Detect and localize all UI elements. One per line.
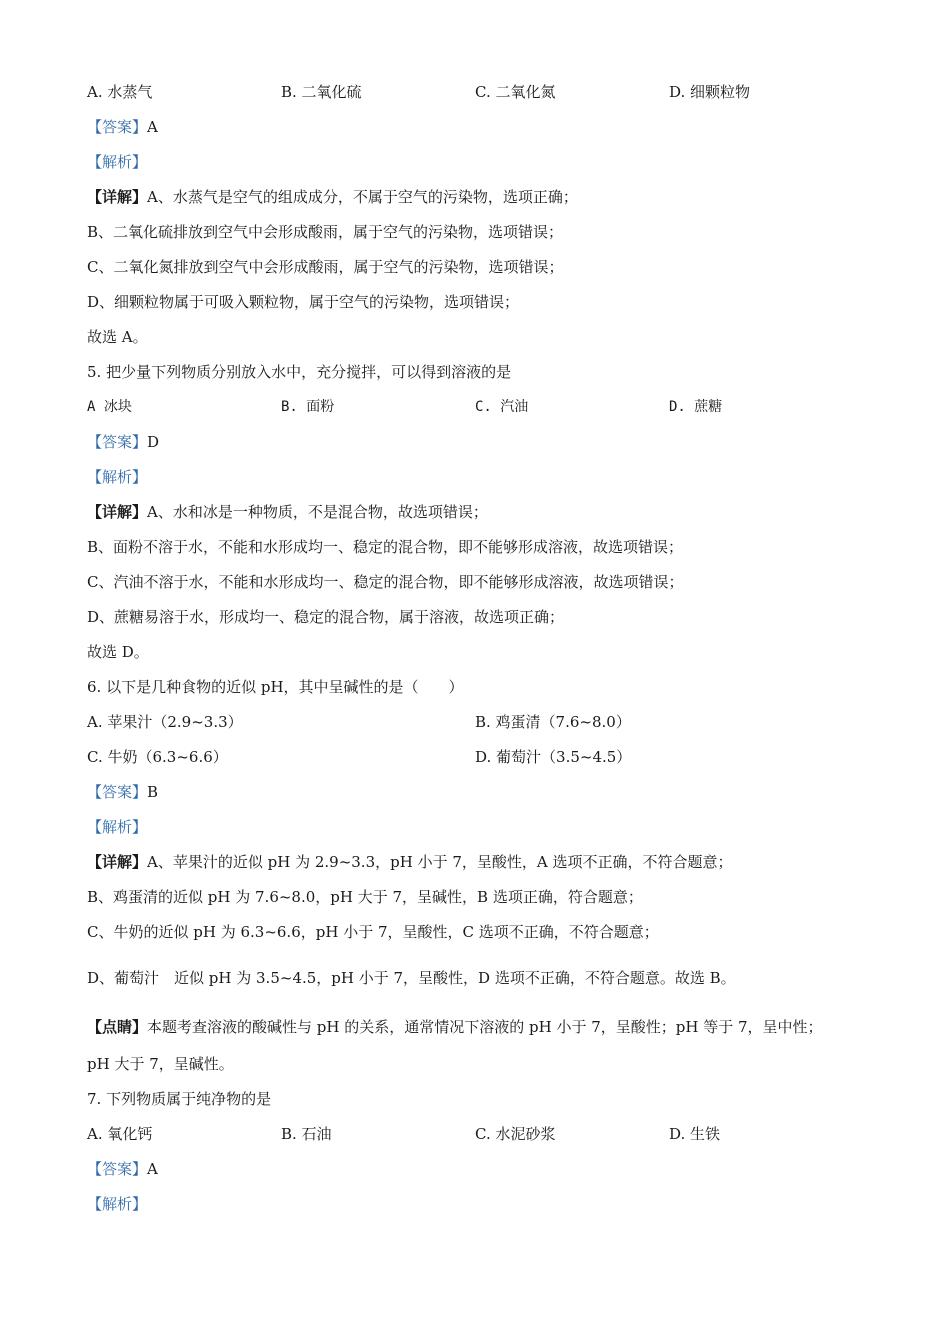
q6-option-c: C. 牛奶（6.3~6.6） — [87, 748, 228, 766]
q6-comment — [87, 1017, 823, 1037]
q7-answer — [87, 1159, 158, 1179]
answer-value: A — [147, 1160, 158, 1178]
answer-value: B — [147, 783, 159, 801]
detail-text: A、水和冰是一种物质，不是混合物，故选项错误； — [147, 503, 488, 521]
comment-label: 【点睛】 — [87, 1018, 148, 1036]
q5-detail-line: C、汽油不溶于水，不能和水形成均一、稳定的混合物，即不能够形成溶液，故选项错误； — [87, 573, 684, 591]
q6-comment-line: pH 大于 7，呈碱性。 — [87, 1055, 234, 1073]
detail-label: 【详解】 — [87, 853, 148, 871]
q5-option-c: C. 汽油 — [475, 399, 529, 415]
q4-option-d: D. 细颗粒物 — [669, 83, 751, 101]
q7-question: 7. 下列物质属于纯净物的是 — [87, 1090, 272, 1108]
q6-option-a: A. 苹果汁（2.9~3.3） — [87, 713, 243, 731]
detail-text: A、苹果汁的近似 pH 为 2.9~3.3，pH 小于 7，呈酸性，A 选项不正确，不符合题意； — [147, 853, 733, 871]
answer-label: 【答案】 — [87, 1160, 148, 1178]
q6-question: 6. 以下是几种食物的近似 pH，其中呈碱性的是（ ） — [87, 678, 464, 696]
q4-detail-line — [87, 187, 578, 207]
q5-answer — [87, 432, 159, 452]
comment-text: 本题考查溶液的酸碱性与 pH 的关系，通常情况下溶液的 pH 小于 7，呈酸性；pH 等于 7，呈中性； — [147, 1018, 823, 1036]
q5-option-d: D. 蔗糖 — [669, 399, 723, 415]
q4-answer — [87, 117, 158, 137]
detail-label: 【详解】 — [87, 503, 148, 521]
q7-option-c: C. 水泥砂浆 — [475, 1125, 556, 1143]
answer-label: 【答案】 — [87, 433, 148, 451]
q6-option-b: B. 鸡蛋清（7.6~8.0） — [475, 713, 631, 731]
q4-detail-line: C、二氧化氮排放到空气中会形成酸雨，属于空气的污染物，选项错误； — [87, 258, 564, 276]
answer-value: D — [147, 433, 160, 451]
q5-question: 5. 把少量下列物质分别放入水中，充分搅拌，可以得到溶液的是 — [87, 363, 512, 381]
q5-option-b: B. 面粉 — [281, 399, 335, 415]
q6-answer — [87, 782, 158, 802]
detail-text: A、水蒸气是空气的组成成分，不属于空气的污染物，选项正确； — [147, 188, 578, 206]
answer-value: A — [147, 118, 158, 136]
q5-option-a: A 冰块 — [87, 399, 132, 415]
q4-detail-line: B、二氧化硫排放到空气中会形成酸雨，属于空气的污染物，选项错误； — [87, 223, 564, 241]
q4-option-c: C. 二氧化氮 — [475, 83, 556, 101]
q7-analysis-label: 【解析】 — [87, 1195, 148, 1213]
q4-analysis-label: 【解析】 — [87, 153, 148, 171]
q5-detail-line — [87, 502, 488, 522]
answer-label: 【答案】 — [87, 118, 148, 136]
q4-option-b: B. 二氧化硫 — [281, 83, 362, 101]
q6-detail-line: D、葡萄汁 近似 pH 为 3.5~4.5，pH 小于 7，呈酸性，D 选项不正确，不符合题意。故选 B。 — [87, 969, 736, 987]
q7-option-b: B. 石油 — [281, 1125, 332, 1143]
q5-detail-line: D、蔗糖易溶于水，形成均一、稳定的混合物，属于溶液，故选项正确； — [87, 608, 565, 626]
q5-conclusion: 故选 D。 — [87, 643, 149, 661]
q4-conclusion: 故选 A。 — [87, 328, 148, 346]
q4-option-a: A. 水蒸气 — [87, 83, 153, 101]
detail-label: 【详解】 — [87, 188, 148, 206]
q5-analysis-label: 【解析】 — [87, 468, 148, 486]
q6-analysis-label: 【解析】 — [87, 818, 148, 836]
q6-detail-line — [87, 852, 732, 872]
q4-detail-line: D、细颗粒物属于可吸入颗粒物，属于空气的污染物，选项错误； — [87, 293, 520, 311]
q7-option-a: A. 氧化钙 — [87, 1125, 153, 1143]
q7-option-d: D. 生铁 — [669, 1125, 721, 1143]
q6-detail-line: C、牛奶的近似 pH 为 6.3~6.6，pH 小于 7，呈酸性，C 选项不正确，不符合题意； — [87, 923, 659, 941]
answer-label: 【答案】 — [87, 783, 148, 801]
q6-detail-line: B、鸡蛋清的近似 pH 为 7.6~8.0，pH 大于 7，呈碱性，B 选项正确，符合题意； — [87, 888, 643, 906]
q6-option-d: D. 葡萄汁（3.5~4.5） — [475, 748, 632, 766]
q5-detail-line: B、面粉不溶于水，不能和水形成均一、稳定的混合物，即不能够形成溶液，故选项错误； — [87, 538, 684, 556]
